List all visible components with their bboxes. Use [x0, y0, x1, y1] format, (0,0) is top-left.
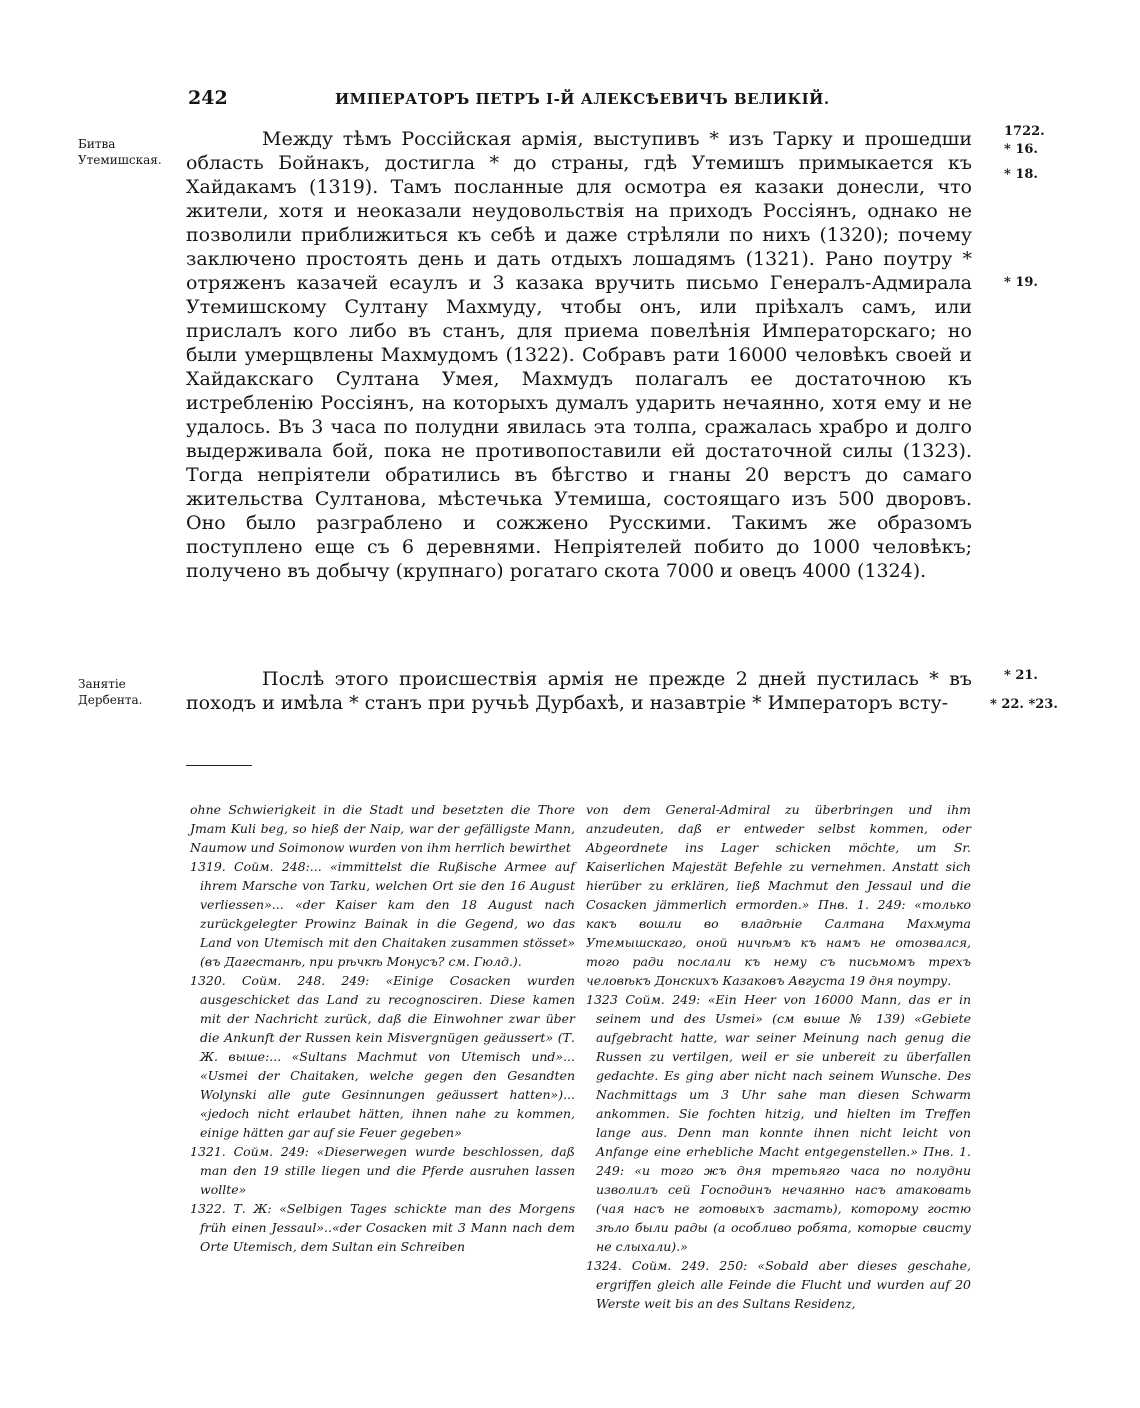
main-paragraph-2: Послѣ этого происшествія армія не прежде 2 дней пустилась * въ походъ и имѣла * станъ при ручьѣ Дурбахѣ, и назавтріе * Императоръ всту- — [186, 668, 972, 714]
footnote-1321: 1321. Сойм. 249: «Dieserwegen wurde beschlossen, daß man den 19 stille liegen und die Pferde ausruhen lassen wollte» — [190, 1144, 575, 1197]
footnote-1324: 1324. Сойм. 249. 250: «Sobald aber dieses geschahe, ergriffen gleich alle Feinde die Flucht und wurden auf 20 Werste weit bis an des Sultans Residenz, — [586, 1258, 971, 1311]
side-note-battle: Битва Утемишская. — [78, 137, 162, 167]
main-paragraph-1: Между тѣмъ Россійская армія, выступивъ * изъ Тарку и прошедши область Бойнакъ, достигла * до страны, гдѣ Утемишъ примыкается къ Хайдакамъ (1319). Тамъ посланные для осмотра ея казаки донесли, что жители, хотя и неоказали неудовольствія на приходъ Россіянъ, однако не позволили приближиться къ себѣ и даже стрѣляли по нихъ (1320); почему заключено простоять день и дать отдыхъ лошадямъ (1321). Рано поутру * отряженъ казачей есаулъ и 3 казака вручить письмо Генералъ-Адмирала Утемишскому Султану Махмуду, чтобы онъ, или пріѣхалъ самъ, или прислалъ кого либо въ станъ, для приема повелѣнія Императорскаго; но были умерщвлены Махмудомъ (1322). Собравъ рати 16000 человѣкъ своей и Хайдакскаго Султана Умея, Махмудъ полагалъ ее достаточною къ истребленію Россіянъ, на которыхъ думалъ ударить нечаянно, хотя ему и не удалось. Въ 3 часа по полудни явилась эта толпа, сражалась храбро и долго выдерживала бой, пока не противопоставили ей достаточной силы (1323). Тогда непріятели обратились въ бѣгство и гнаны 20 верстъ до самаго жительства Султанова, мѣстечька Утемиша, состоящаго изъ 500 дворовъ. Оно было разграблено и сожжено Русскими. Такимъ же образомъ поступлено еще съ 6 деревнями. Непріятелей побито до 1000 человѣкъ; получено въ добычу (крупнаго) рогатаго скота 7000 и овецъ 4000 (1324). — [186, 128, 972, 582]
footnote-1323: 1323 Сойм. 249: «Ein Heer von 16000 Mann, das er in seinem und des Usmei» (см выше № 139) «Gebiete aufgebracht hatte, war seiner Meinung nach genug die Russen zu vertilgen, weil er sie unbereit zu überfallen gedachte. Es ging aber nicht nach seinem Wunsche. Des Nachmittags um 3 Uhr sahe man diesen Schwarm ankommen. Sie fochten hitzig, und hielten im Treffen lange aus. Denn man konnte ihnen nicht leicht von Anfange eine erhebliche Macht entgegenstellen.» Пнв. 1. 249: «и того жъ дня третьяго часа по полудни изволилъ сей Господинъ нечаянно насъ атаковать (чая насъ не готовыхъ застать), которому гостю зѣло были рады (а особливо робята, которые свисту не слыхали).» — [586, 992, 971, 1254]
footnote-rule — [186, 765, 252, 766]
margin-year: 1722. — [1004, 124, 1045, 139]
footnote-continuation: ohne Schwierigkeit in die Stadt und besetzten die Thore Jmam Kuli beg, so hieß der Naip, war der gefälligste Mann, Naumow und Soimonow wurden von ihm herrlich bewirthet — [190, 802, 575, 855]
footnote-1319: 1319. Сойм. 248:... «immittelst die Rußische Armee auf ihrem Marsche von Tarku, welchen Ort sie den 16 August verliessen»... «der Kaiser kam den 18 August nach zurückgelegter Prowinz Bainak in die Gegend, wo das Land von Utemisch mit den Chaitaken zusammen stösset» (въ Дагестанѣ, при рѣчкѣ Монусъ? см. Гюлд.). — [190, 859, 575, 969]
footnotes-left-column — [190, 800, 575, 1256]
page-number: 242 — [188, 87, 228, 109]
running-head: ИМПЕРАТОРЪ ПЕТРЪ I-Й АЛЕКСѢЕВИЧЪ ВЕЛИКІЙ. — [335, 90, 830, 108]
margin-mark-16: * 16. — [1004, 142, 1038, 157]
footnote-1322-continuation: von dem General-Admiral zu überbringen und ihm anzudeuten, daß er entweder selbst kommen, oder Abgeordnete ins Lager schicken möchte, um Sr. Kaiserlichen Majestät Befehle zu vernehmen. Anstatt sich hierüber zu erklären, ließ Machmut den Jessaul und die Cosacken jämmerlich ermorden.» Пнв. 1. 249: «только какъ вошли во владѣніе Салтана Махмута Утемышскаго, оной ничѣмъ къ намъ не отозвался, того ради послали къ нему съ письмомъ трехъ человѣкъ Донскихъ Казаковъ Августа 19 дня поутру. — [586, 802, 971, 988]
footnote-1320: 1320. Сойм. 248. 249: «Einige Cosacken wurden ausgeschicket das Land zu recognosciren. Diese kamen mit der Nachricht zurück, daß die Einwohner zwar über die Ankunft der Russen kein Misvergnügen geäussert» (Т. Ж. выше:... «Sultans Machmut von Utemisch und»... «Usmei der Chaitaken, welche gegen den Gesandten Wolynski alle gute Gesinnungen geäussert hatten»)... «jedoch nicht erlaubet hätten, ihnen nahe zu kommen, einige hätten gar auf sie Feuer gegeben» — [190, 973, 575, 1140]
side-note-derbent: Занятіе Дербента. — [78, 677, 143, 707]
margin-mark-22-23: * 22. *23. — [990, 697, 1058, 712]
margin-mark-21: * 21. — [1004, 668, 1038, 683]
footnotes-right-column — [586, 800, 971, 1313]
footnote-1322: 1322. Т. Ж: «Selbigen Tages schickte man des Morgens früh einen Jessaul»..«der Cosacken mit 3 Mann nach dem Orte Utemisch, dem Sultan ein Schreiben — [190, 1201, 575, 1254]
margin-mark-18: * 18. — [1004, 167, 1038, 182]
margin-mark-19: * 19. — [1004, 275, 1038, 290]
